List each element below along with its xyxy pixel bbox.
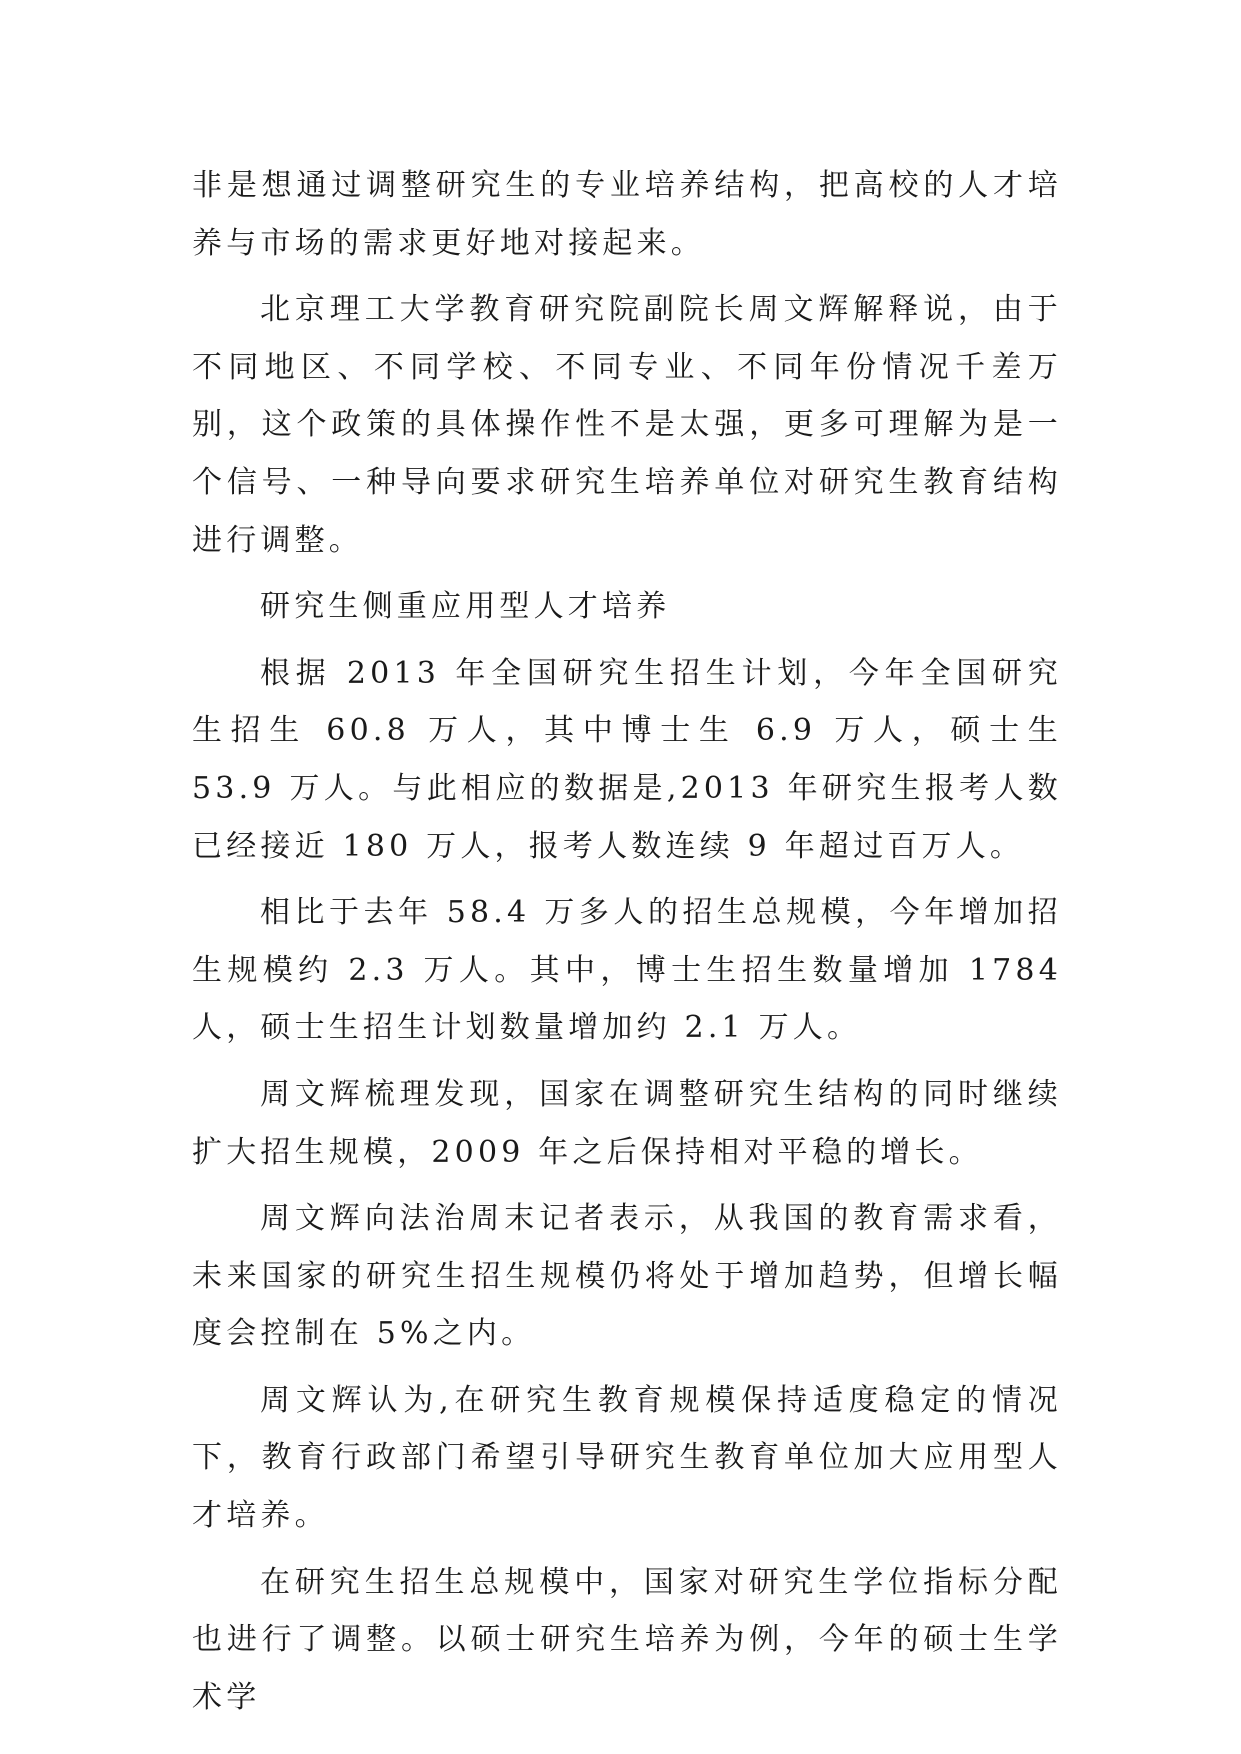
paragraph-degree-allocation: 在研究生招生总规模中，国家对研究生学位指标分配也进行了调整。以硕士研究生培养为例，今年的硕士生学术学 xyxy=(192,1564,1062,1715)
paragraph-applied-talent: 周文辉认为,在研究生教育规模保持适度稳定的情况下，教育行政部门希望引导研究生教育单位加大应用型人才培养。 xyxy=(192,1382,1062,1534)
paragraph-zhou-explanation: 北京理工大学教育研究院副院长周文辉解释说，由于不同地区、不同学校、不同专业、不同年份情况千差万别，这个政策的具体操作性不是太强，更多可理解为是一个信号、一种导向要求研究生培养单位对研究生教育结构进行调整。 xyxy=(192,292,1062,558)
article-body xyxy=(192,157,1062,1735)
paragraph-future-outlook: 周文辉向法治周末记者表示，从我国的教育需求看，未来国家的研究生招生规模仍将处于增加趋势，但增长幅度会控制在 5%之内。 xyxy=(192,1201,1062,1352)
paragraph-growth-trend: 周文辉梳理发现，国家在调整研究生结构的同时继续扩大招生规模，2009 年之后保持相对平稳的增长。 xyxy=(192,1076,1062,1170)
paragraph-continuation: 非是想通过调整研究生的专业培养结构，把高校的人才培养与市场的需求更好地对接起来。 xyxy=(192,168,1062,261)
section-heading: 研究生侧重应用型人才培养 xyxy=(260,589,671,625)
paragraph-enrollment-plan: 根据 2013 年全国研究生招生计划，今年全国研究生招生 60.8 万人，其中博士生 6.9 万人，硕士生 53.9 万人。与此相应的数据是,2013 年研究生报考人数已经接近 180 万人，报考人数连续 9 年超过百万人。 xyxy=(192,655,1062,864)
paragraph-scale-increase: 相比于去年 58.4 万多人的招生总规模，今年增加招生规模约 2.3 万人。其中，博士生招生数量增加 1784 人，硕士生招生计划数量增加约 2.1 万人。 xyxy=(192,895,1062,1046)
